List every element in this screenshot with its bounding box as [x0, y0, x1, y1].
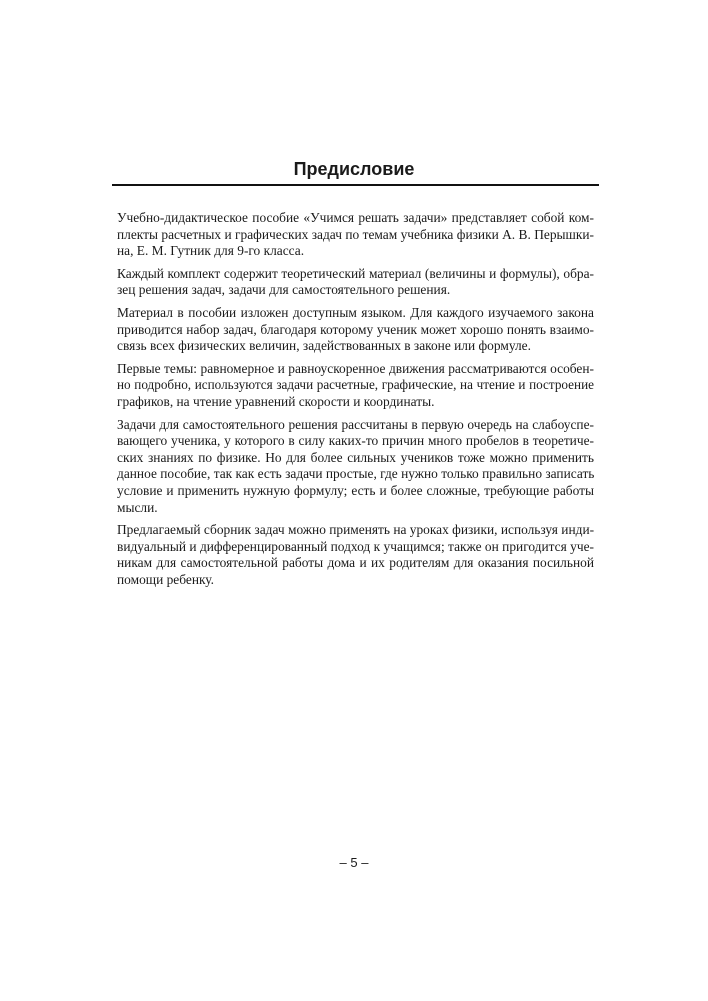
title-underline	[112, 184, 599, 186]
text-line: Каждый комплект содержит теоретический материал (величины и формулы), обра-	[117, 265, 594, 281]
text-line: плекты расчетных и графических задач по темам учебника физики А. В. Перышки-	[117, 226, 594, 242]
text-line: связь всех физических величин, задействованных в законе или формуле.	[117, 338, 531, 354]
text-line: Учебно-дидактическое пособие «Учимся решать задачи» представляет собой ком-	[117, 210, 594, 225]
text-line: Задачи для самостоятельного решения рассчитаны в первую очередь на слабоуспе-	[117, 416, 594, 432]
page-title: Предисловие	[293, 159, 415, 179]
text-line: мысли.	[117, 499, 158, 515]
text-line: графиков, на чтение уравнений скорости и координаты.	[117, 393, 435, 409]
text-line: Первые темы: равномерное и равноускоренное движения рассматриваются особен-	[117, 360, 594, 376]
paragraph	[117, 522, 594, 588]
preface-body	[117, 210, 594, 594]
text-line: зец решения задач, задачи для самостоятельного решения.	[117, 282, 451, 298]
paragraph	[117, 417, 594, 517]
text-line: ских знаниях по физике. Но для более сильных учеников тоже можно применить	[117, 449, 594, 465]
paragraph	[117, 361, 594, 411]
text-line: Материал в пособии изложен доступным языком. Для каждого изучаемого закона	[117, 304, 594, 320]
text-line: но подробно, используются задачи расчетные, графические, на чтение и построение	[117, 377, 594, 393]
text-line: условие и применить нужную формулу; есть и более сложные, требующие работы	[117, 482, 594, 498]
text-line: видуальный и дифференцированный подход к учащимся; также он пригодится уче-	[117, 538, 594, 554]
text-line: помощи ребенку.	[117, 571, 215, 587]
text-line: на, Е. М. Гутник для 9-го класса.	[117, 243, 305, 259]
text-line: вающего ученика, у которого в силу каких-то причин много пробелов в теоретиче-	[117, 433, 594, 449]
page-number: – 5 –	[339, 855, 369, 870]
paragraph	[117, 210, 594, 260]
paragraph	[117, 305, 594, 355]
text-line: никам для самостоятельной работы дома и их родителям для оказания посильной	[117, 555, 594, 571]
text-line: Предлагаемый сборник задач можно применять на уроках физики, используя инди-	[117, 522, 595, 538]
text-line: приводится набор задач, благодаря которому ученик может хорошо понять взаимо-	[117, 321, 594, 337]
paragraph	[117, 266, 594, 299]
text-line: данное пособие, так как есть задачи простые, где нужно только правильно записать	[117, 466, 595, 482]
